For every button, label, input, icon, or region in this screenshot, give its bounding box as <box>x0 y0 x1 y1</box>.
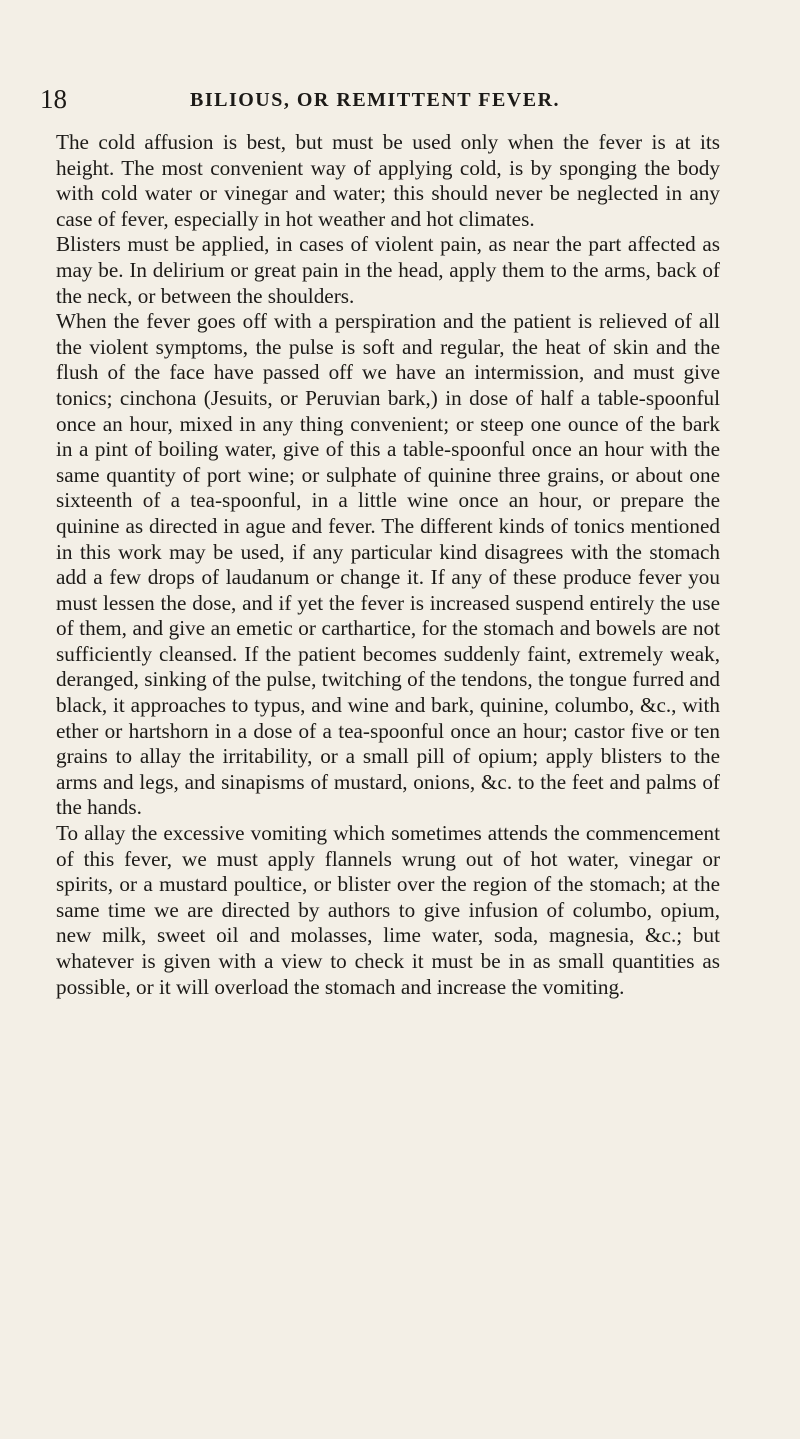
body-text <box>56 130 720 1000</box>
paragraph-vomiting: To allay the excessive vomiting which sometimes attends the commencement of this fever, we must apply flannels wrung out of hot water, vinegar or spirits, or a mustard poultice, or blister over the region of the stomach; at the same time we are directed by authors to give infusion of columbo, opium, new milk, sweet oil and molasses, lime water, soda, magnesia, &c.; but whatever is given with a view to check it must be in as small quantities as possible, or it will overload the stomach and increase the vomiting. <box>56 821 720 999</box>
paragraph-cold-affusion: The cold affusion is best, but must be used only when the fever is at its height. The most convenient way of applying cold, is by sponging the body with cold water or vinegar and water; this should never be neglected in any case of fever, especially in hot weather and hot climates. <box>56 130 720 231</box>
paragraph-blisters: Blisters must be applied, in cases of violent pain, as near the part affected as may be. In delirium or great pain in the head, apply them to the arms, back of the neck, or between the shoulders. <box>56 232 720 308</box>
page-number: 18 <box>40 84 67 114</box>
page-header <box>40 84 740 114</box>
paragraph-intermission-tonics: When the fever goes off with a perspiration and the patient is relieved of all the violent symptoms, the pulse is soft and regular, the heat of skin and the flush of the face have passed off we have an intermission, and must give tonics; cinchona (Jesuits, or Peruvian bark,) in dose of half a table-spoonful once an hour, mixed in any thing convenient; or steep one ounce of the bark in a pint of boiling water, give of this a table-spoonful once an hour with the same quantity of port wine; or sulphate of quinine three grains, or about one sixteenth of a tea-spoonful, in a little wine once an hour, or prepare the quinine as directed in ague and fever. The different kinds of tonics mentioned in this work may be used, if any particular kind disagrees with the stomach add a few drops of laudanum or change it. If any of these produce fever you must lessen the dose, and if yet the fever is increased suspend entirely the use of them, and give an emetic or carthartice, for the stomach and bowels are not sufficiently cleansed. If the patient becomes suddenly faint, extremely weak, deranged, sinking of the pulse, twitching of the tendons, the tongue furred and black, it approaches to typus, and wine and bark, quinine, columbo, &c., with ether or hartshorn in a dose of a tea-spoonful once an hour; castor five or ten grains to allay the irritability, or a small pill of opium; apply blisters to the arms and legs, and sinapisms of mustard, onions, &c. to the feet and palms of the hands. <box>56 309 720 820</box>
running-head: BILIOUS, OR REMITTENT FEVER. <box>190 89 561 111</box>
